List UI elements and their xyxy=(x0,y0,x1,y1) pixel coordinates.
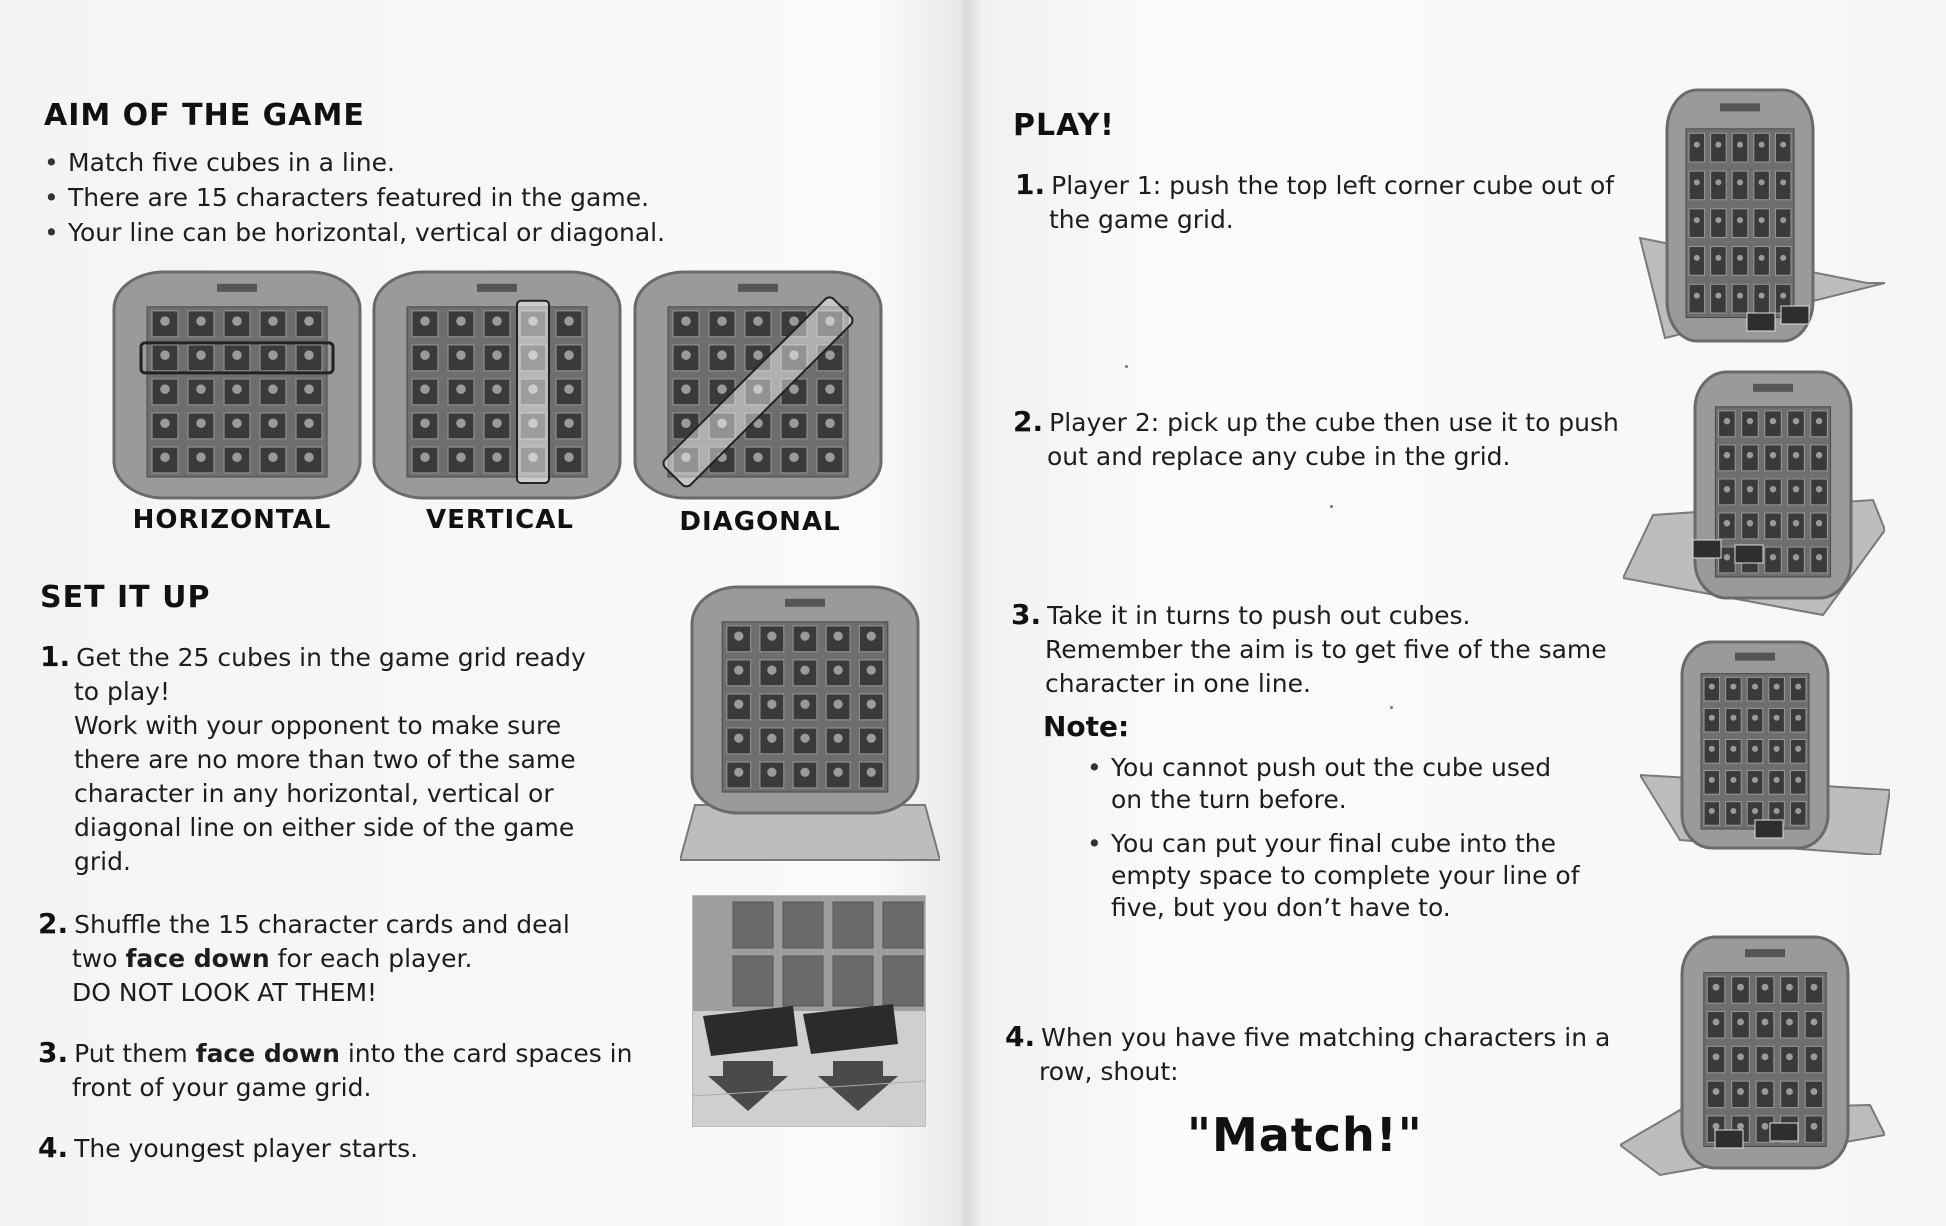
step-text: two xyxy=(72,944,126,973)
board-vertical xyxy=(372,270,622,500)
caption-horizontal: HORIZONTAL xyxy=(132,505,332,535)
step-text: When you have five matching characters in a xyxy=(1041,1023,1611,1052)
left-page xyxy=(0,0,960,1226)
step-number: 2. xyxy=(1013,405,1044,438)
aim-heading: AIM OF THE GAME xyxy=(44,98,365,133)
step-text: Take it in turns to push out cubes. xyxy=(1047,601,1471,630)
step-text: The youngest player starts. xyxy=(74,1134,419,1163)
step-text: Remember the aim is to get five of the same xyxy=(1045,635,1607,664)
paper-speck xyxy=(1390,706,1393,709)
note-item xyxy=(1087,752,1580,816)
step-text: Put them xyxy=(74,1039,196,1068)
step-number: 3. xyxy=(38,1036,69,1069)
play-step-3 xyxy=(1011,598,1607,701)
aim-bullet-list xyxy=(44,145,665,250)
step-text: DO NOT LOOK AT THEM! xyxy=(72,978,378,1007)
caption-diagonal: DIAGONAL xyxy=(679,507,841,537)
note-text: You cannot push out the cube used xyxy=(1111,753,1552,782)
note-text: You can put your final cube into the xyxy=(1111,829,1556,858)
paper-speck xyxy=(1125,365,1128,368)
note-item xyxy=(1087,828,1580,924)
note-text: on the turn before. xyxy=(1111,785,1347,814)
step-number: 3. xyxy=(1011,598,1042,631)
right-page xyxy=(965,0,1946,1226)
note-list xyxy=(1087,752,1580,924)
step-text: into the card spaces in xyxy=(339,1039,633,1068)
match-shout: "Match!" xyxy=(1187,1108,1423,1162)
card-placement-illustration xyxy=(693,896,925,1126)
step-text: Player 2: pick up the cube then use it to push xyxy=(1049,408,1619,437)
play-board-3 xyxy=(1640,640,1890,855)
step-number: 4. xyxy=(1005,1020,1036,1053)
step-text: character in one line. xyxy=(1045,669,1311,698)
step-text: row, shout: xyxy=(1039,1057,1179,1086)
play-board-2 xyxy=(1623,370,1885,620)
caption-vertical: VERTICAL xyxy=(426,505,574,535)
paper-speck xyxy=(1330,505,1333,508)
step-number: 4. xyxy=(38,1131,69,1164)
step-text: front of your game grid. xyxy=(72,1073,372,1102)
play-step-2 xyxy=(1013,405,1619,474)
setup-step-3 xyxy=(38,1036,632,1105)
note-text: five, but you don’t have to. xyxy=(1111,893,1451,922)
step-text: Get the 25 cubes in the game grid ready xyxy=(76,643,586,672)
step-text: Shuffle the 15 character cards and deal xyxy=(74,910,570,939)
card-placement-photo xyxy=(692,895,926,1127)
step-text: there are no more than two of the same xyxy=(74,745,576,774)
aim-bullet: • Your line can be horizontal, vertical or diagonal. xyxy=(44,215,665,250)
step-text: for each player. xyxy=(269,944,473,973)
board-horizontal xyxy=(112,270,362,500)
step-text: the game grid. xyxy=(1049,205,1234,234)
step-text: diagonal line on either side of the game xyxy=(74,813,575,842)
board-diagonal xyxy=(633,270,883,500)
note-label: Note: xyxy=(1043,710,1130,743)
step-number: 1. xyxy=(40,640,71,673)
play-board-4 xyxy=(1620,935,1885,1185)
aim-bullet: • Match five cubes in a line. xyxy=(44,145,665,180)
step-text: to play! xyxy=(74,677,170,706)
setup-step-4 xyxy=(38,1131,418,1166)
setup-step-2 xyxy=(38,907,570,1010)
step-text: grid. xyxy=(74,847,131,876)
step-text-bold: face down xyxy=(195,1039,340,1068)
setup-step-1 xyxy=(40,640,586,879)
play-step-1 xyxy=(1015,168,1614,237)
note-text: empty space to complete your line of xyxy=(1111,861,1580,890)
step-text-bold: face down xyxy=(125,944,270,973)
step-text: out and replace any cube in the grid. xyxy=(1047,442,1511,471)
play-board-1 xyxy=(1635,88,1885,350)
play-heading: PLAY! xyxy=(1013,108,1115,143)
aim-bullet: • There are 15 characters featured in the game. xyxy=(44,180,665,215)
step-text: character in any horizontal, vertical or xyxy=(74,779,554,808)
setup-heading: SET IT UP xyxy=(40,580,211,615)
step-text: Player 1: push the top left corner cube out of xyxy=(1051,171,1615,200)
step-text: Work with your opponent to make sure xyxy=(74,711,562,740)
step-number: 1. xyxy=(1015,168,1046,201)
play-step-4 xyxy=(1005,1020,1610,1089)
step-number: 2. xyxy=(38,907,69,940)
board-setup-illustration xyxy=(680,585,940,865)
